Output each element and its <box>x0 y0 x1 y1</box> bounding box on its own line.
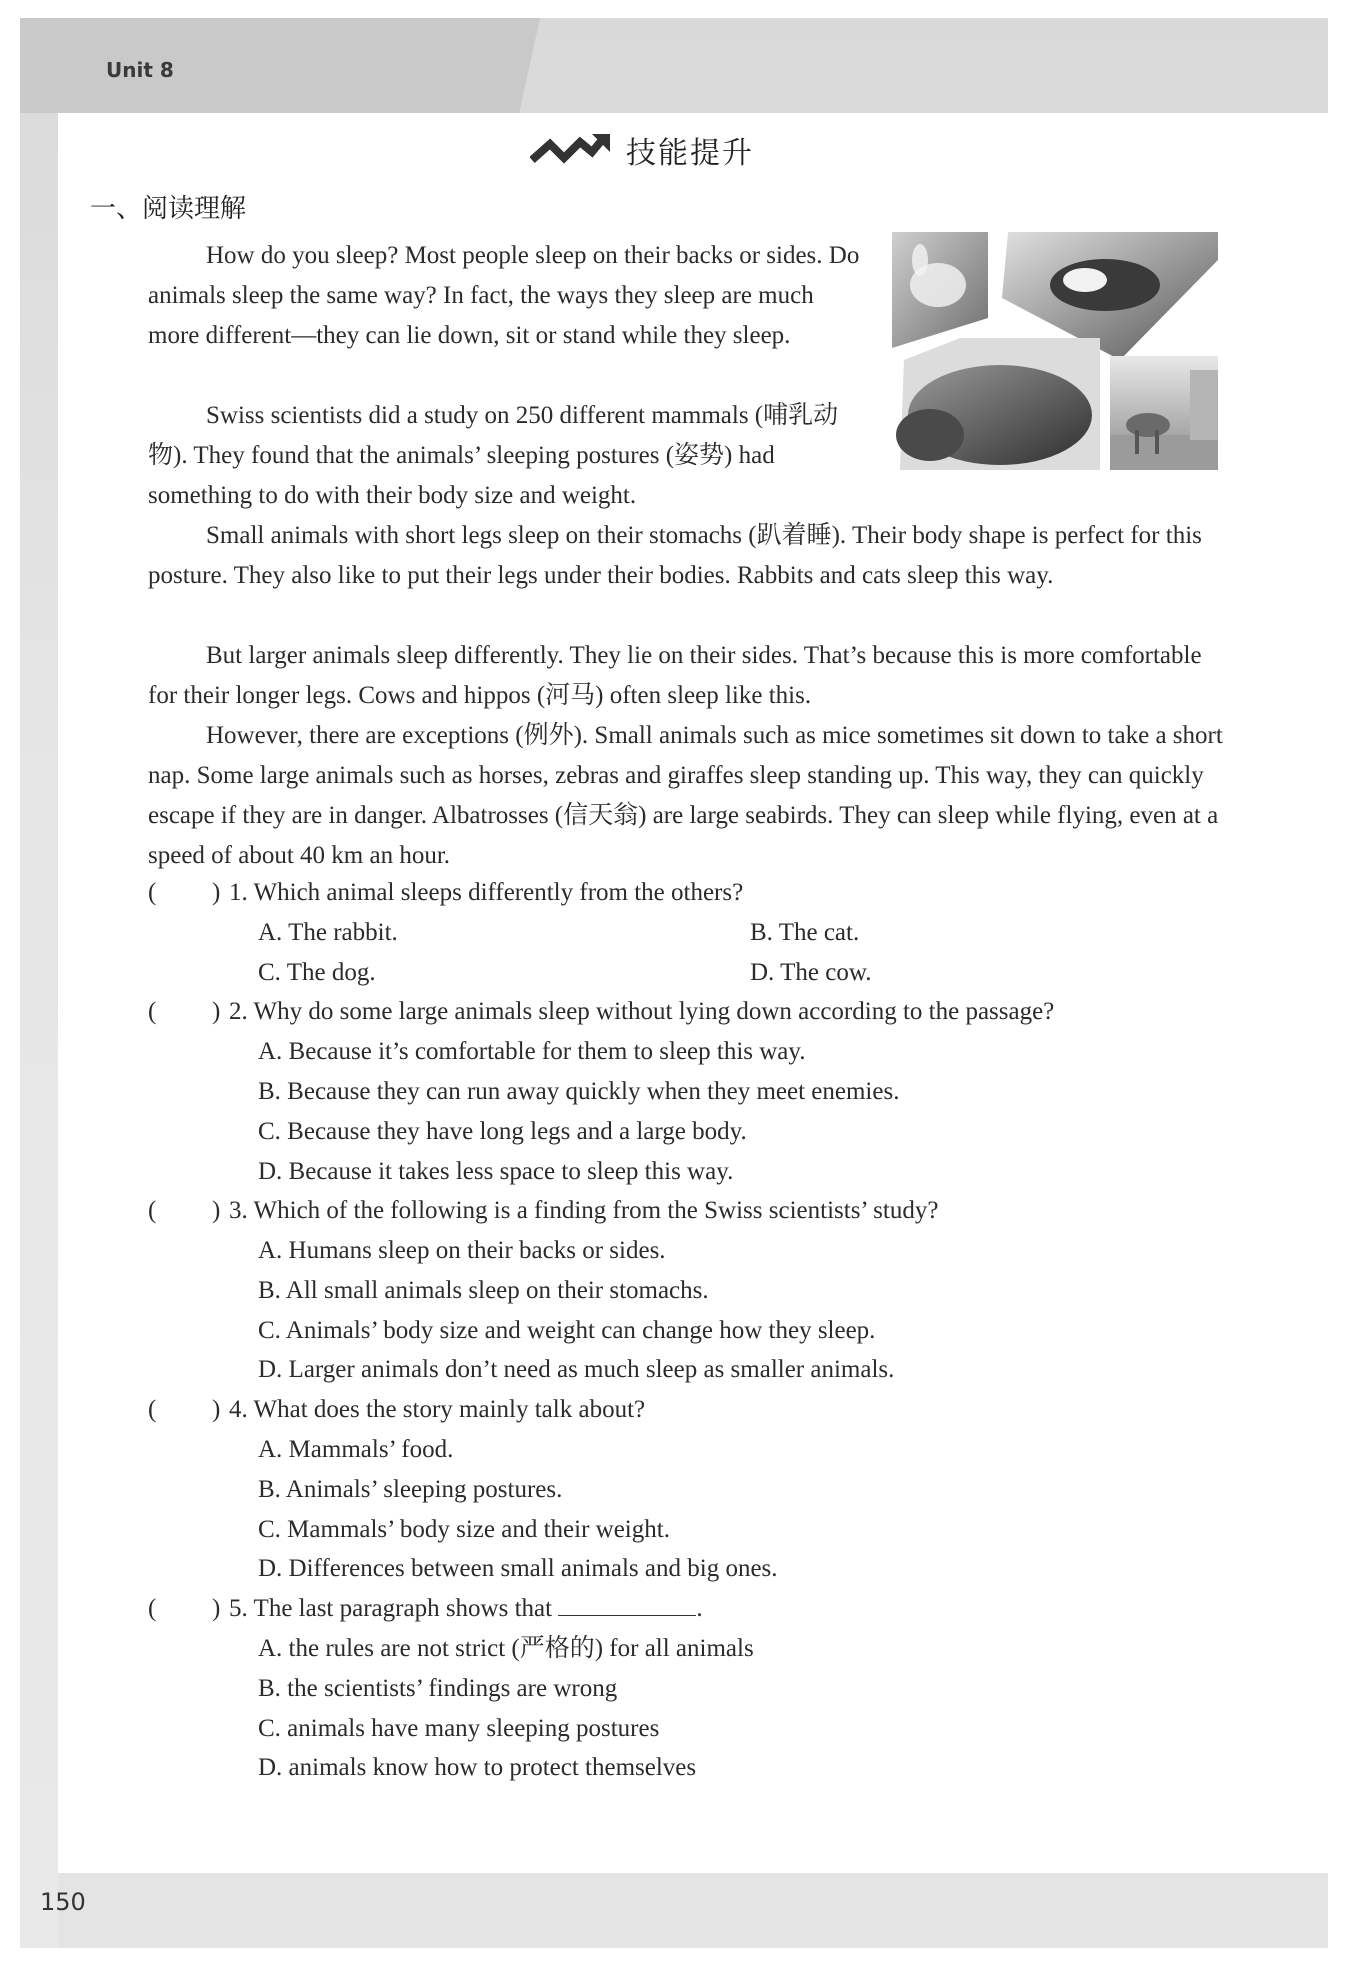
answer-paren-open-1: ( <box>148 879 157 906</box>
question-5-option-b: B. the scientists’ findings are wrong <box>258 1675 618 1702</box>
question-1-option-c: C. The dog. <box>258 959 376 986</box>
answer-paren-open-4: ( <box>148 1396 157 1423</box>
question-4-option-b: B. Animals’ sleeping postures. <box>258 1476 563 1503</box>
answer-paren-open-5: ( <box>148 1595 157 1622</box>
footer-band <box>58 1873 1328 1948</box>
answer-paren-close-3: ) <box>212 1197 221 1224</box>
passage-paragraph-5 <box>148 716 1228 876</box>
question-2-option-b: B. Because they can run away quickly when they meet enemies. <box>258 1078 900 1105</box>
section-title-text: 技能提升 <box>626 136 754 171</box>
answer-paren-close-5: ) <box>212 1595 221 1622</box>
question-3-option-c: C. Animals’ body size and weight can change how they sleep. <box>258 1317 876 1344</box>
question-2-option-c: C. Because they have long legs and a large body. <box>258 1118 747 1145</box>
question-stem-4: 4. What does the story mainly talk about? <box>229 1396 646 1423</box>
page-number: 150 <box>40 1888 86 1916</box>
question-5-option-d: D. animals know how to protect themselves <box>258 1754 697 1781</box>
passage-text-1: How do you sleep? Most people sleep on their backs or sides. Do animals sleep the same way? In fact, the ways they sleep are much more different—they can lie down, sit or stand while they sleep. <box>148 242 860 349</box>
question-4-option-d: D. Differences between small animals and big ones. <box>258 1555 778 1582</box>
passage-paragraph-1 <box>148 236 870 356</box>
passage-paragraph-4 <box>148 636 1220 716</box>
question-1-option-b: B. The cat. <box>750 919 860 946</box>
question-stem-5 <box>229 1589 703 1629</box>
unit-label: Unit 8 <box>106 58 174 82</box>
question-3-option-a: A. Humans sleep on their backs or sides. <box>258 1237 666 1264</box>
animal-photos <box>890 230 1220 475</box>
passage-paragraph-3 <box>148 516 1220 596</box>
question-5-option-a: A. the rules are not strict (严格的) for all animals <box>258 1635 754 1662</box>
question-5-option-c: C. animals have many sleeping postures <box>258 1715 660 1742</box>
answer-blank[interactable] <box>558 1591 696 1616</box>
question-3-option-d: D. Larger animals don’t need as much sleep as smaller animals. <box>258 1356 895 1383</box>
question-2-option-a: A. Because it’s comfortable for them to sleep this way. <box>258 1038 806 1065</box>
passage-text-5: However, there are exceptions (例外). Small animals such as mice sometimes sit down to take a short nap. Some large animals such as horses, zebras and giraffes sleep standing up. This way, they can quickly escape if they are in danger. Albatrosses (信天翁) are large seabirds. They can sleep while flying, even at a speed of about 40 km an hour. <box>148 722 1223 869</box>
part-heading: 一、阅读理解 <box>90 194 247 224</box>
question-stem-3: 3. Which of the following is a finding from the Swiss scientists’ study? <box>229 1197 939 1224</box>
question-4-option-a: A. Mammals’ food. <box>258 1436 454 1463</box>
question-1-option-a: A. The rabbit. <box>258 919 398 946</box>
answer-paren-open-2: ( <box>148 998 157 1025</box>
trend-arrow-icon <box>530 132 612 168</box>
passage-text-2: Swiss scientists did a study on 250 different mammals (哺乳动物). They found that the animals’ sleeping postures (姿势) had something to do with their body size and weight. <box>148 402 839 509</box>
answer-paren-close-4: ) <box>212 1396 221 1423</box>
passage-text-4: But larger animals sleep differently. They lie on their sides. That’s because this is more comfortable for their longer legs. Cows and hippos (河马) often sleep like this. <box>148 642 1202 709</box>
question-3-option-b: B. All small animals sleep on their stomachs. <box>258 1277 709 1304</box>
question-4-option-c: C. Mammals’ body size and their weight. <box>258 1516 670 1543</box>
passage-paragraph-2 <box>148 396 870 516</box>
answer-paren-close-2: ) <box>212 998 221 1025</box>
question-stem-1: 1. Which animal sleeps differently from the others? <box>229 879 744 906</box>
answer-paren-close-1: ) <box>212 879 221 906</box>
question-stem-2: 2. Why do some large animals sleep without lying down according to the passage? <box>229 998 1055 1025</box>
header-band <box>20 18 540 113</box>
passage-text-3: Small animals with short legs sleep on their stomachs (趴着睡). Their body shape is perfect for this posture. They also like to put their legs under their bodies. Rabbits and cats sleep this way. <box>148 522 1202 589</box>
question-stem-5-text: 5. The last paragraph shows that <box>229 1595 553 1622</box>
question-stem-5-end: . <box>696 1595 703 1622</box>
question-1-option-d: D. The cow. <box>750 959 872 986</box>
question-2-option-d: D. Because it takes less space to sleep this way. <box>258 1158 734 1185</box>
answer-paren-open-3: ( <box>148 1197 157 1224</box>
section-title <box>530 128 754 172</box>
